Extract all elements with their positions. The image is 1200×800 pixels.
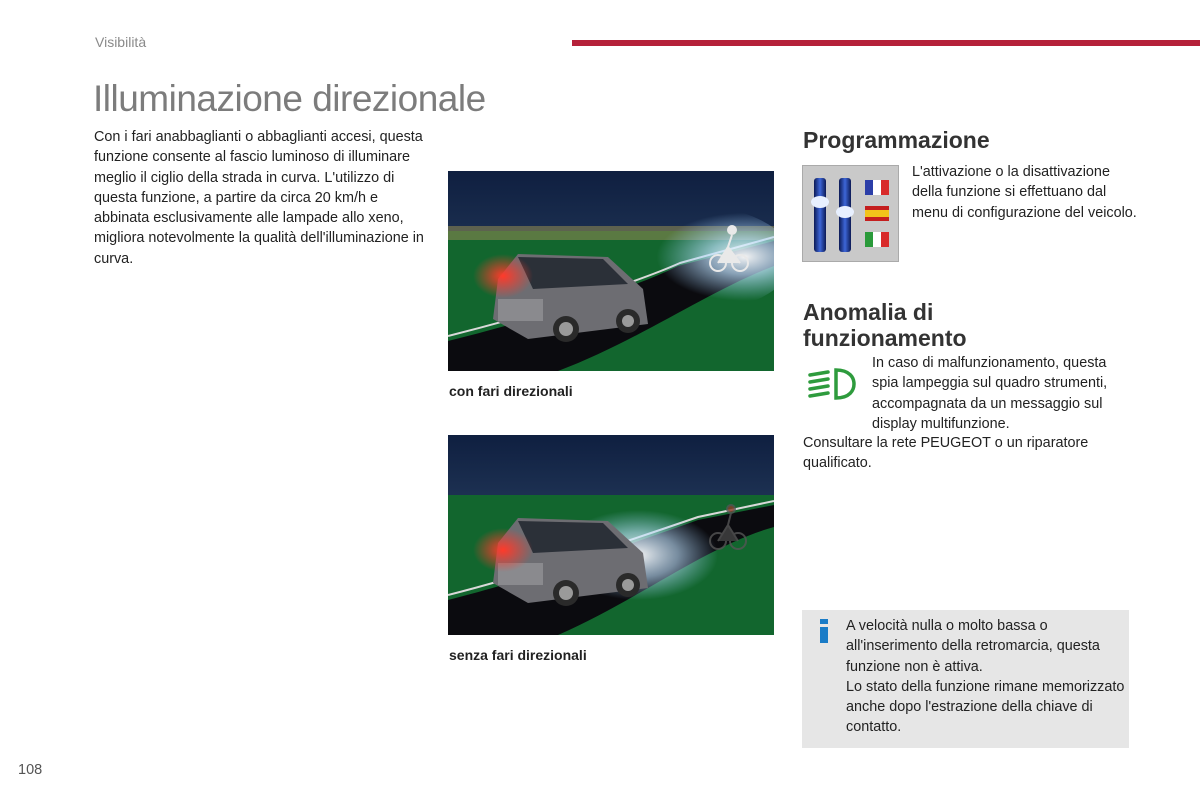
anomalia-text-dealer: Consultare la rete PEUGEOT o un riparatore qualificato. bbox=[803, 435, 1089, 472]
directional-light-warning-icon bbox=[806, 366, 858, 402]
info-icon bbox=[818, 619, 830, 643]
info-note-text bbox=[846, 616, 1126, 738]
heading-anomalia: Anomalia di funzionamento bbox=[803, 299, 967, 351]
programmazione-text: L'attivazione o la disattivazione della funzione si effettuano dal menu di configurazione del veicolo. bbox=[912, 164, 1137, 221]
figure-caption-without-lights: senza fari direzionali bbox=[449, 647, 587, 663]
section-label: Visibilità bbox=[95, 34, 147, 50]
figure-caption-with-lights: con fari direzionali bbox=[449, 383, 573, 399]
header-accent-rule bbox=[572, 40, 1200, 46]
anomalia-text-warning: In caso di malfunzionamento, questa spia lampeggia sul quadro strumenti, accompagnata da un messaggio sul display multifunzione. bbox=[872, 355, 1108, 432]
illustration-with-directional-lights bbox=[448, 171, 774, 371]
settings-menu-flags-icon bbox=[802, 165, 899, 262]
info-note-line-1: A velocità nulla o molto bassa o all'inserimento della retromarcia, questa funzione non è attiva. bbox=[846, 618, 1100, 675]
page-title: Illuminazione direzionale bbox=[93, 78, 486, 119]
info-note-line-2: Lo stato della funzione rimane memorizzato anche dopo l'estrazione della chiave di contatto. bbox=[846, 678, 1125, 736]
intro-paragraph: Con i fari anabbaglianti o abbaglianti accesi, questa funzione consente al fascio luminoso di illuminare meglio il ciglio della strada in curva. L'utilizzo di questa funzione, a partire da circa 20 km/h e abbinata esclusivamente alle lampade allo xeno, migliora notevolmente la qualità dell'illuminazione in curva. bbox=[94, 129, 424, 267]
heading-programmazione: Programmazione bbox=[803, 127, 990, 153]
illustration-without-directional-lights bbox=[448, 435, 774, 635]
page-number: 108 bbox=[18, 762, 43, 778]
